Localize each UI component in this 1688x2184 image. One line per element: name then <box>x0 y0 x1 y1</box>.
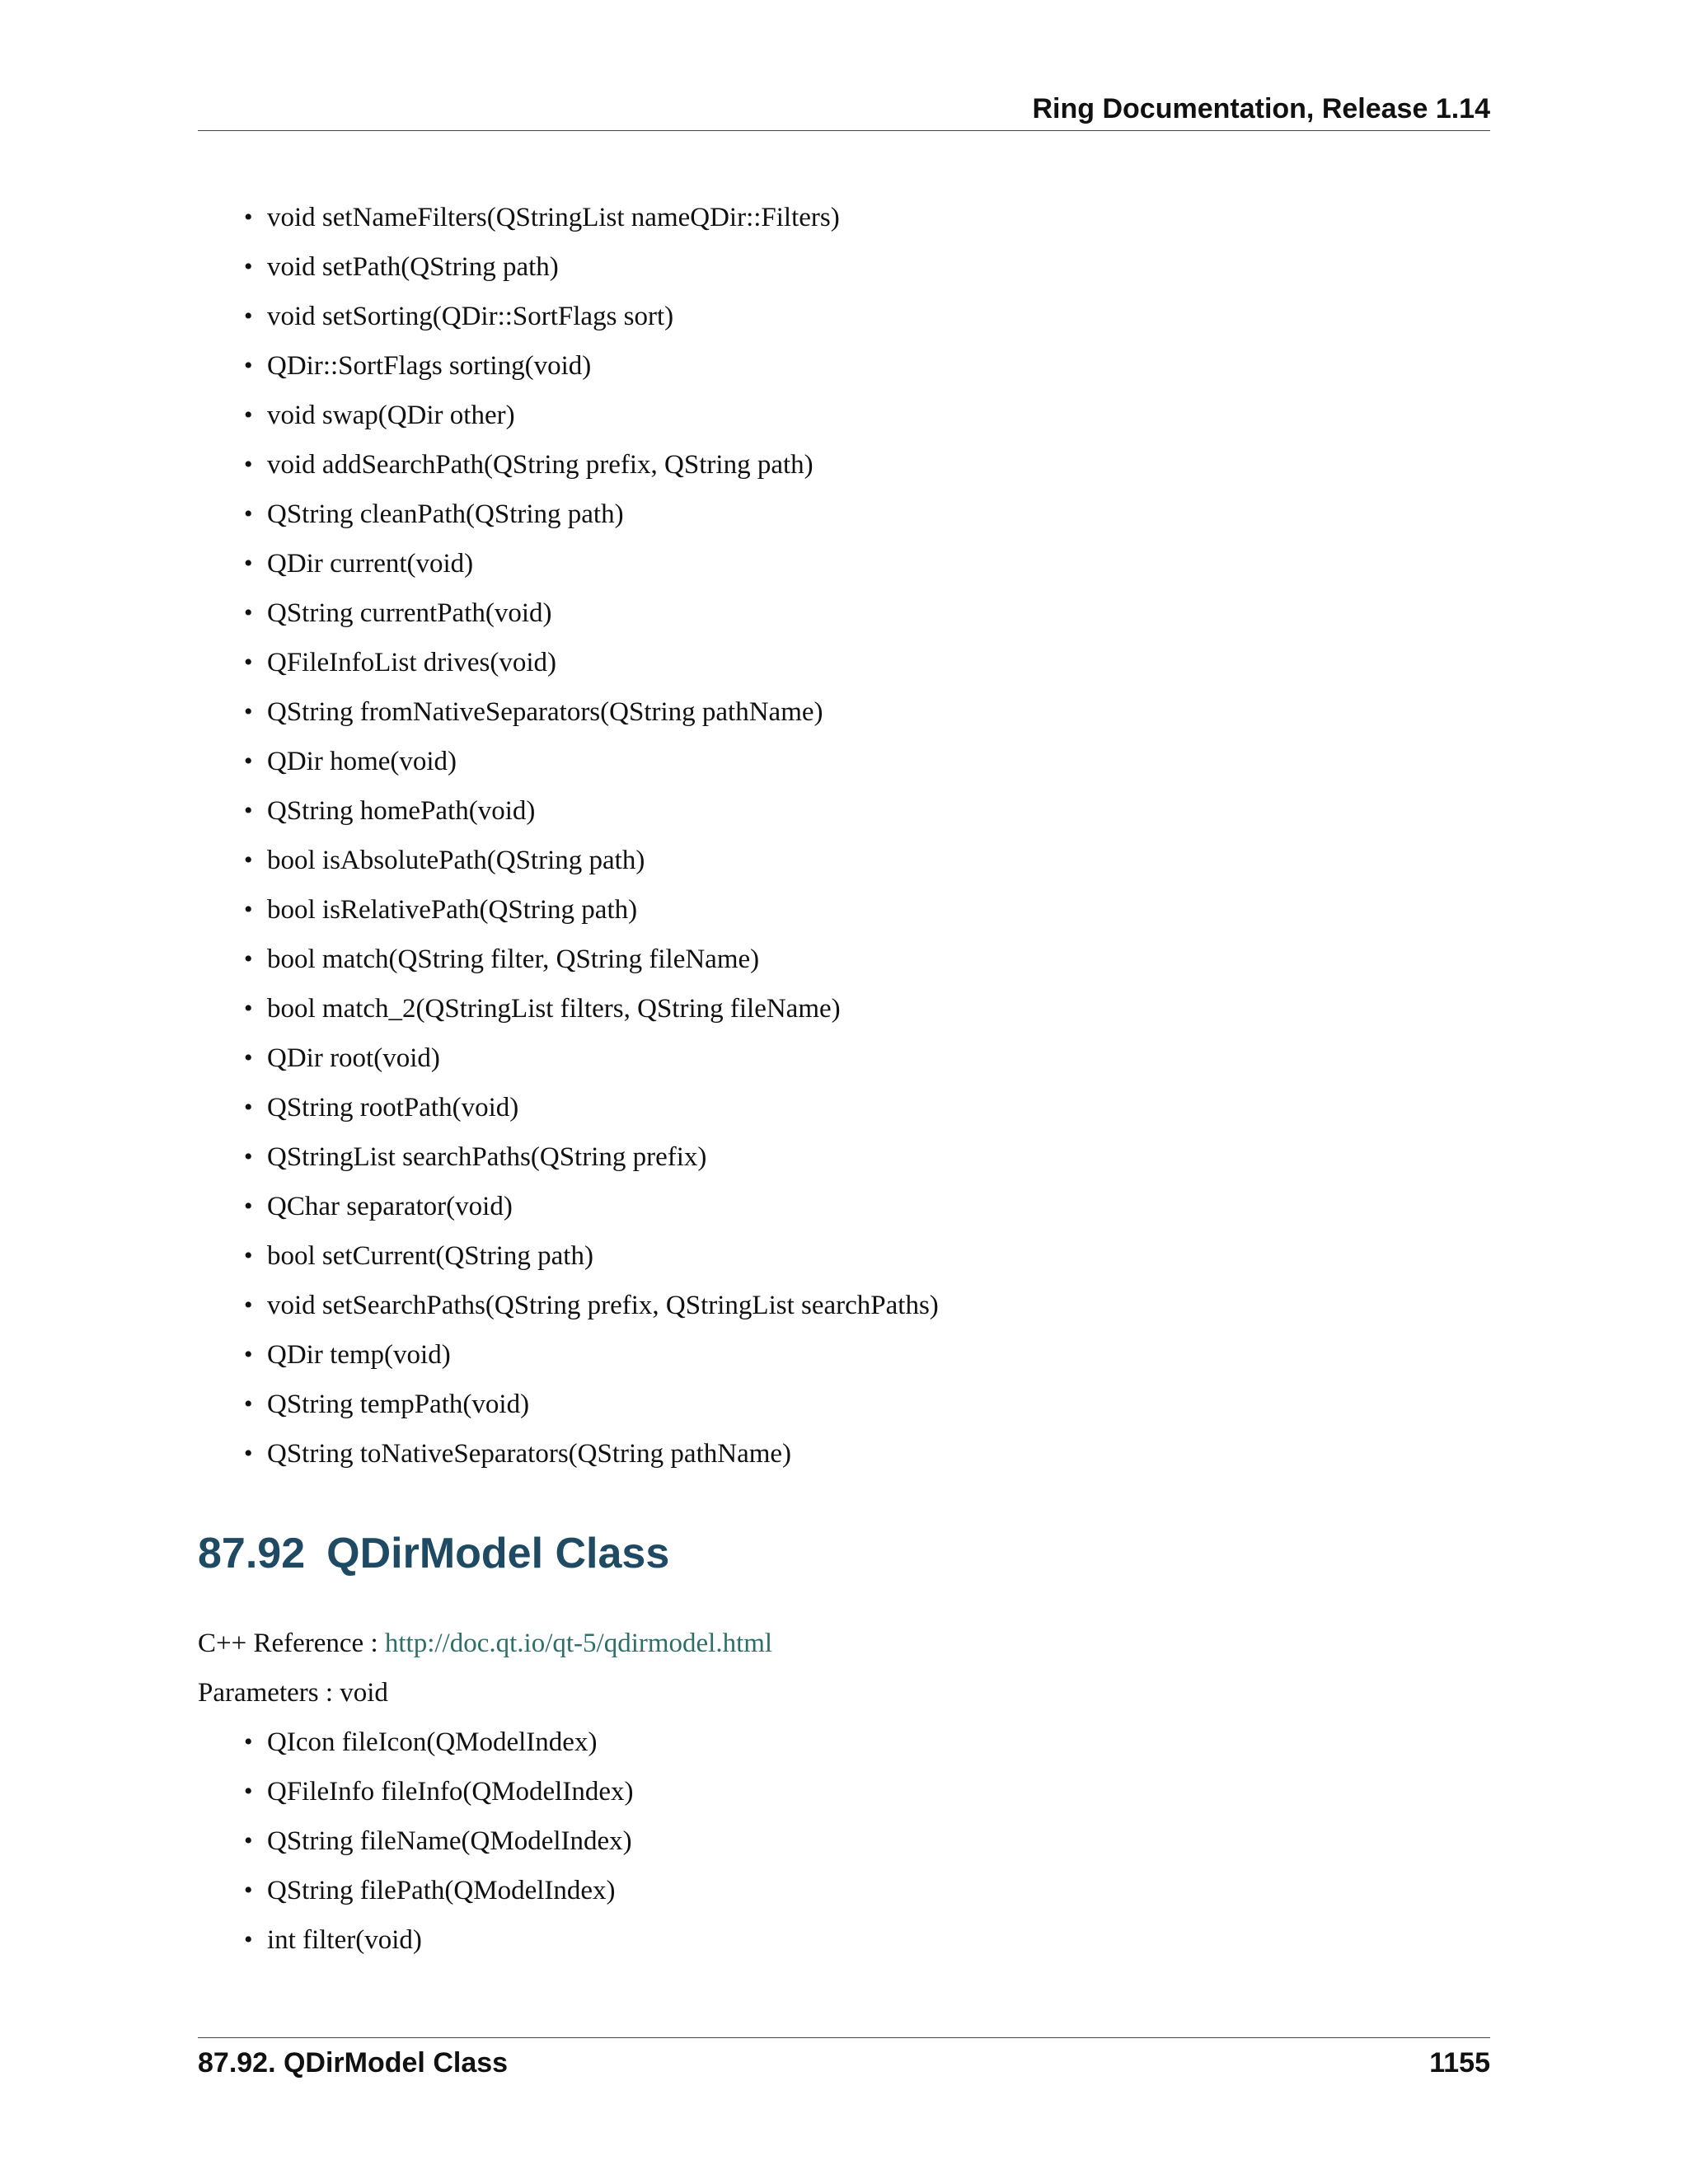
bullet-icon: • <box>244 748 253 775</box>
bullet-icon: • <box>244 253 253 280</box>
list-item <box>244 1429 939 1479</box>
method-signature: QString cleanPath(QString path) <box>267 499 624 529</box>
list-item <box>244 341 939 391</box>
method-signature: QChar separator(void) <box>267 1192 513 1221</box>
method-signature: QStringList searchPaths(QString prefix) <box>267 1142 707 1172</box>
bullet-icon: • <box>244 550 253 577</box>
bullet-icon: • <box>244 945 253 972</box>
section-number: 87.92 <box>198 1530 306 1577</box>
reference-label: C++ Reference : <box>198 1629 385 1658</box>
bullet-icon: • <box>244 302 253 330</box>
method-signature: bool match(QString filter, QString fileName) <box>267 944 760 974</box>
list-item <box>244 539 939 588</box>
list-item <box>244 1767 633 1816</box>
bullet-icon: • <box>244 1094 253 1121</box>
bullet-icon: • <box>244 846 253 874</box>
list-item <box>244 1281 939 1330</box>
bullet-icon: • <box>244 649 253 676</box>
bullet-icon: • <box>244 1728 253 1755</box>
method-signature: void setSearchPaths(QString prefix, QStringList searchPaths) <box>267 1291 939 1320</box>
method-signature: QString fromNativeSeparators(QString pathName) <box>267 697 823 727</box>
bullet-icon: • <box>244 1827 253 1854</box>
method-signature: void setSorting(QDir::SortFlags sort) <box>267 302 674 331</box>
bullet-icon: • <box>244 451 253 478</box>
section-title: QDirModel Class <box>326 1530 670 1577</box>
bullet-icon: • <box>244 599 253 626</box>
bullet-icon: • <box>244 204 253 231</box>
list-item <box>244 638 939 687</box>
list-item <box>244 588 939 638</box>
method-signature: bool isRelativePath(QString path) <box>267 895 638 925</box>
list-item <box>244 193 939 242</box>
bullet-icon: • <box>244 401 253 429</box>
list-item <box>244 687 939 737</box>
method-signature: bool isAbsolutePath(QString path) <box>267 846 645 875</box>
method-signature: QString tempPath(void) <box>267 1390 530 1419</box>
bullet-icon: • <box>244 698 253 725</box>
bullet-icon: • <box>244 797 253 824</box>
cpp-reference-line <box>198 1619 772 1668</box>
bullet-icon: • <box>244 1143 253 1170</box>
method-signature: QFileInfoList drives(void) <box>267 648 557 677</box>
method-signature: void setPath(QString path) <box>267 252 559 282</box>
list-item <box>244 935 939 984</box>
bullet-icon: • <box>244 995 253 1022</box>
list-item <box>244 242 939 292</box>
list-item <box>244 1330 939 1380</box>
footer-section: 87.92. QDirModel Class <box>198 2047 509 2079</box>
header-divider <box>198 130 1490 131</box>
list-item <box>244 1033 939 1083</box>
method-list-qdir <box>244 193 939 1479</box>
list-item <box>244 836 939 885</box>
bullet-icon: • <box>244 1926 253 1953</box>
list-item <box>244 1866 633 1915</box>
list-item <box>244 1915 633 1965</box>
list-item <box>244 737 939 786</box>
bullet-icon: • <box>244 1341 253 1368</box>
bullet-icon: • <box>244 500 253 527</box>
method-signature: bool setCurrent(QString path) <box>267 1241 593 1271</box>
method-signature: void setNameFilters(QStringList nameQDir::Filters) <box>267 203 840 232</box>
list-item <box>244 1132 939 1182</box>
list-item <box>244 1816 633 1866</box>
method-signature: QDir::SortFlags sorting(void) <box>267 351 592 381</box>
bullet-icon: • <box>244 352 253 379</box>
method-signature: QString fileName(QModelIndex) <box>267 1826 632 1856</box>
list-item <box>244 984 939 1033</box>
method-signature: QDir root(void) <box>267 1043 440 1073</box>
method-signature: QDir temp(void) <box>267 1340 451 1370</box>
method-signature: QDir current(void) <box>267 549 474 579</box>
parameters-line: Parameters : void <box>198 1678 388 1708</box>
bullet-icon: • <box>244 1390 253 1418</box>
list-item <box>244 490 939 539</box>
list-item <box>244 1718 633 1767</box>
method-signature: QDir home(void) <box>267 747 457 776</box>
bullet-icon: • <box>244 896 253 923</box>
list-item <box>244 391 939 440</box>
method-signature: QString homePath(void) <box>267 796 536 826</box>
section-heading <box>198 1525 669 1582</box>
method-signature: QFileInfo fileInfo(QModelIndex) <box>267 1777 634 1807</box>
bullet-icon: • <box>244 1291 253 1319</box>
bullet-icon: • <box>244 1778 253 1805</box>
method-signature: void swap(QDir other) <box>267 401 515 430</box>
method-signature: QIcon fileIcon(QModelIndex) <box>267 1727 598 1757</box>
bullet-icon: • <box>244 1440 253 1467</box>
method-signature: bool match_2(QStringList filters, QString fileName) <box>267 994 841 1024</box>
bullet-icon: • <box>244 1242 253 1269</box>
list-item <box>244 786 939 836</box>
list-item <box>244 1380 939 1429</box>
method-signature: QString filePath(QModelIndex) <box>267 1876 616 1905</box>
reference-link[interactable]: http://doc.qt.io/qt-5/qdirmodel.html <box>384 1629 773 1658</box>
list-item <box>244 885 939 935</box>
running-header: Ring Documentation, Release 1.14 <box>1032 93 1490 124</box>
list-item <box>244 440 939 490</box>
method-signature: void addSearchPath(QString prefix, QString path) <box>267 450 814 480</box>
method-signature: QString currentPath(void) <box>267 598 552 628</box>
method-signature: QString toNativeSeparators(QString pathName) <box>267 1439 792 1469</box>
footer-divider <box>198 2037 1490 2038</box>
list-item <box>244 1083 939 1132</box>
method-list-qdirmodel <box>244 1718 633 1965</box>
list-item <box>244 1182 939 1231</box>
method-signature: int filter(void) <box>267 1925 422 1955</box>
bullet-icon: • <box>244 1877 253 1904</box>
bullet-icon: • <box>244 1193 253 1220</box>
method-signature: QString rootPath(void) <box>267 1093 519 1122</box>
bullet-icon: • <box>244 1044 253 1071</box>
list-item <box>244 292 939 341</box>
list-item <box>244 1231 939 1281</box>
page-number: 1155 <box>1429 2047 1490 2079</box>
